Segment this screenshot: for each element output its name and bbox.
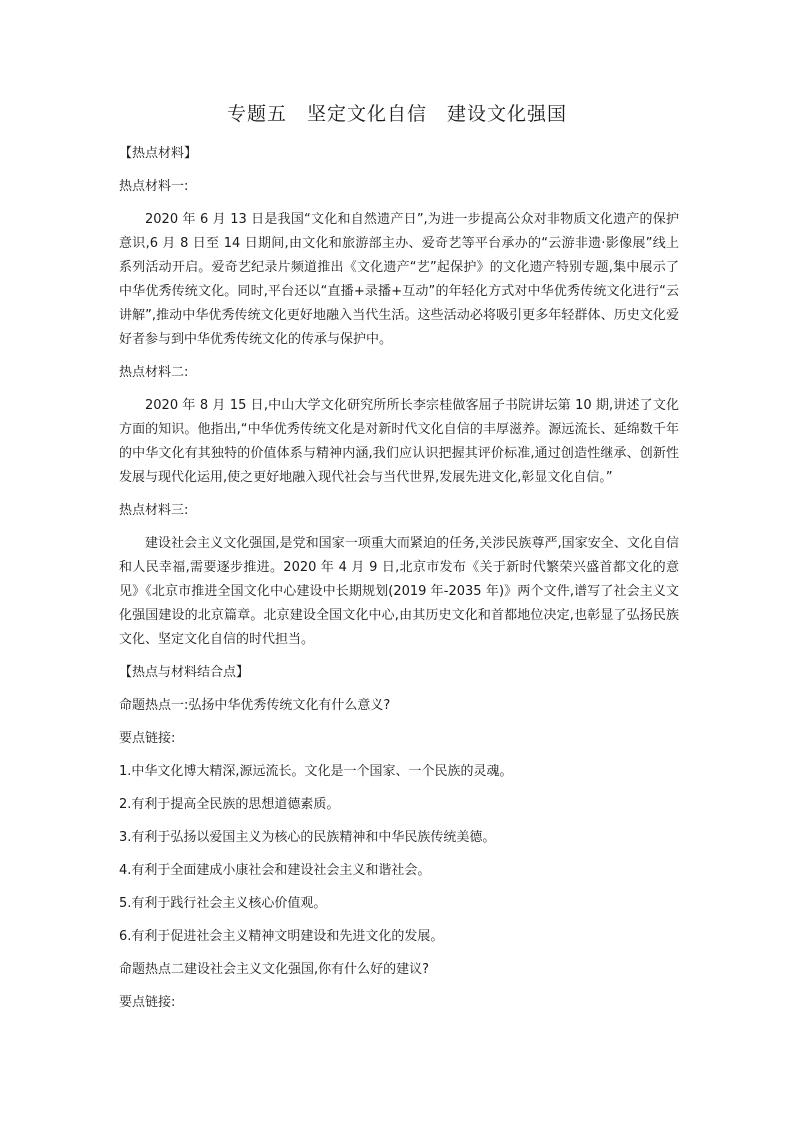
material-3-text: 建设社会主义文化强国,是党和国家一项重大而紧迫的任务,关涉民族尊严,国家安全、文化自信和人民幸福,需要逐步推进。2020 年 4 月 9 日,北京市发布《关于新时代繁荣兴盛首都文化的意见》《北京市推进全国文化中心建设中长期规划(2019 年-2035 年)》两个文件,谱写了社会主义文化强国建设的北京篇章。北京建设全国文化中心,由其历史文化和首都地位决定,也彰显了弘扬民族文化、坚定文化自信的时代担当。 — [119, 536, 679, 647]
document-body — [119, 142, 679, 1024]
material-1-label: 热点材料一: — [119, 179, 189, 194]
list-item: 5.有利于践行社会主义核心价值观。 — [119, 896, 327, 911]
page-title: 专题五 坚定文化自信 建设文化强国 — [226, 103, 567, 125]
section-heading-combine: 【热点与材料结合点】 — [119, 665, 250, 680]
material-1-text: 2020 年 6 月 13 日是我国“文化和自然遗产日”,为进一步提高公众对非物质文化遗产的保护意识,6 月 8 日至 14 日期间,由文化和旅游部主办、爱奇艺等平台承办的“云游非遗·影像展”线上系列活动开启。爱奇艺纪录片频道推出《文化遗产“艺”起保护》的文化遗产特别专题,集中展示了中华优秀传统文化。同时,平台还以“直播+录播+互动”的年轻化方式对中华优秀传统文化进行“云讲解”,推动中华优秀传统文化更好地融入当代生活。这些活动必将吸引更多年轻群体、历史文化爱好者参与到中华优秀传统文化的传承与保护中。 — [119, 212, 679, 347]
material-3-label: 热点材料三: — [119, 503, 189, 518]
list-item: 3.有利于弘扬以爱国主义为核心的民族精神和中华民族传统美德。 — [119, 830, 496, 845]
section-heading-hot-material: 【热点材料】 — [119, 146, 198, 161]
hotspot-1-link-label: 要点链接: — [119, 731, 176, 746]
material-2-text: 2020 年 8 月 15 日,中山大学文化研究所所长李宗桂做客屈子书院讲坛第 10 期,讲述了文化方面的知识。他指出,“中华优秀传统文化是对新时代文化自信的丰厚滋养。源远流长、延绵数千年的中华文化有其独特的价值体系与精神内涵,我们应认识把握其评价标准,通过创造性继承、创新性发展与现代化运用,使之更好地融入现代社会与当代世界,发展先进文化,彰显文化自信。” — [119, 398, 679, 485]
list-item: 6.有利于促进社会主义精神文明建设和先进文化的发展。 — [119, 929, 444, 944]
list-item: 1.中华文化博大精深,源远流长。文化是一个国家、一个民族的灵魂。 — [119, 764, 513, 779]
material-2-label: 热点材料二: — [119, 365, 189, 380]
hotspot-2-question: 命题热点二建设社会主义文化强国,你有什么好的建议? — [119, 962, 430, 977]
hotspot-1-question: 命题热点一:弘扬中华优秀传统文化有什么意义? — [119, 698, 391, 713]
hotspot-2-link-label: 要点链接: — [119, 995, 176, 1010]
list-item: 2.有利于提高全民族的思想道德素质。 — [119, 797, 340, 812]
list-item: 4.有利于全面建成小康社会和建设社会主义和谐社会。 — [119, 863, 431, 878]
